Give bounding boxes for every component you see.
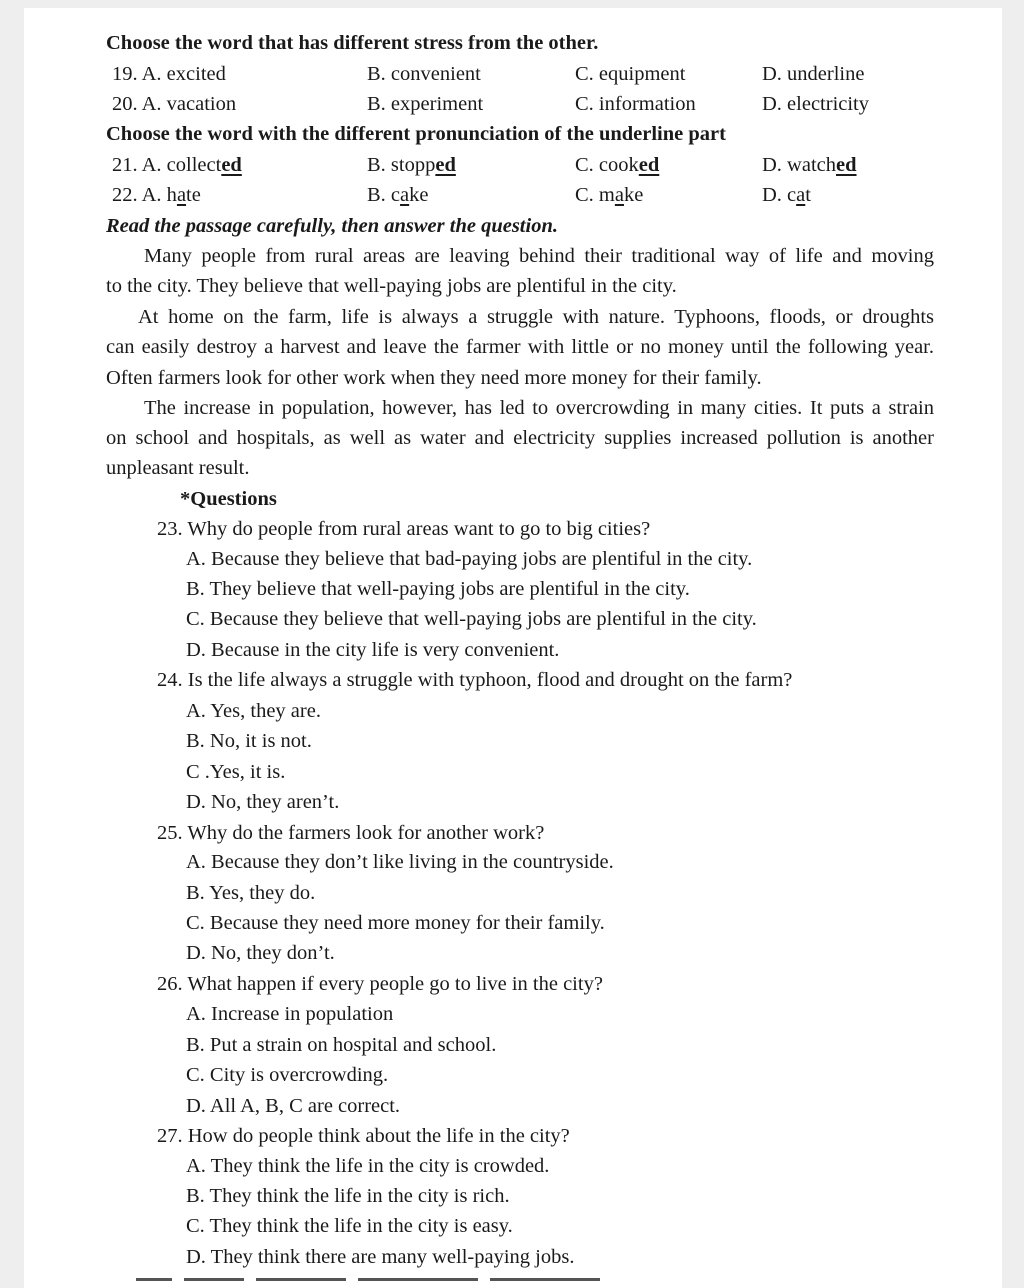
- question-24: 24. Is the life always a struggle with typhoon, flood and drought on the farm?: [157, 669, 793, 691]
- option-20d: D. electricity: [762, 93, 870, 115]
- underlined-part: ed: [221, 154, 242, 176]
- question-25: 25. Why do the farmers look for another work?: [157, 822, 545, 844]
- option-19d: D. underline: [762, 63, 865, 85]
- option-26d: D. All A, B, C are correct.: [186, 1095, 401, 1117]
- passage-line-3: At home on the farm, life is always a struggle with nature. Typhoons, floods, or droughts: [138, 306, 934, 328]
- option-21b: B. stopped: [367, 154, 456, 176]
- underlined-part: ed: [836, 154, 857, 176]
- passage-line-4: can easily destroy a harvest and leave the farmer with little or no money until the following year.: [106, 336, 934, 358]
- option-26a: A. Increase in population: [186, 1003, 394, 1025]
- underlined-part: a: [176, 184, 187, 206]
- underlined-part: ed: [435, 154, 456, 176]
- passage-line-2: to the city. They believe that well-paying jobs are plentiful in the city.: [106, 275, 677, 297]
- option-19c: C. equipment: [575, 63, 686, 85]
- option-25c: C. Because they need more money for their family.: [186, 912, 605, 934]
- underlined-part: a: [400, 184, 410, 206]
- option-22d: D. cat: [762, 184, 811, 206]
- option-25d: D. No, they don’t.: [186, 942, 335, 964]
- option-22a: 22. A. hate: [112, 184, 201, 206]
- option-26b: B. Put a strain on hospital and school.: [186, 1034, 497, 1056]
- option-20c: C. information: [575, 93, 696, 115]
- passage-line-1: Many people from rural areas are leaving behind their traditional way of life and moving: [144, 245, 934, 267]
- underlined-part: a: [614, 184, 624, 206]
- option-24a: A. Yes, they are.: [186, 700, 321, 722]
- passage-heading: Read the passage carefully, then answer the question.: [106, 215, 558, 237]
- option-27b: B. They think the life in the city is rich.: [186, 1185, 510, 1207]
- question-27: 27. How do people think about the life in the city?: [157, 1125, 570, 1147]
- passage-line-6: The increase in population, however, has led to overcrowding in many cities. It puts a strain: [144, 397, 934, 419]
- option-27c: C. They think the life in the city is easy.: [186, 1215, 513, 1237]
- option-22b: B. cake: [367, 184, 429, 206]
- option-23a: A. Because they believe that bad-paying jobs are plentiful in the city.: [186, 548, 753, 570]
- passage-line-7: on school and hospitals, as well as water and electricity supplies increased pollution is another: [106, 427, 934, 449]
- option-24c: C .Yes, it is.: [186, 761, 286, 783]
- option-21a: 21. A. collected: [112, 154, 242, 176]
- option-23c: C. Because they believe that well-paying jobs are plentiful in the city.: [186, 608, 757, 630]
- stress-section-heading: Choose the word that has different stress from the other.: [106, 32, 599, 54]
- worksheet-page: [24, 8, 1002, 1288]
- option-26c: C. City is overcrowding.: [186, 1064, 389, 1086]
- underlined-part: a: [796, 184, 806, 206]
- option-23d: D. Because in the city life is very convenient.: [186, 639, 560, 661]
- option-24d: D. No, they aren’t.: [186, 791, 340, 813]
- option-24b: B. No, it is not.: [186, 730, 312, 752]
- option-23b: B. They believe that well-paying jobs are plentiful in the city.: [186, 578, 690, 600]
- option-25b: B. Yes, they do.: [186, 882, 316, 904]
- option-27a: A. They think the life in the city is crowded.: [186, 1155, 550, 1177]
- option-20b: B. experiment: [367, 93, 484, 115]
- option-22c: C. make: [575, 184, 644, 206]
- option-19a: 19. A. excited: [112, 63, 226, 85]
- passage-line-8: unpleasant result.: [106, 457, 250, 479]
- option-25a: A. Because they don’t like living in the countryside.: [186, 851, 614, 873]
- option-27d: D. They think there are many well-paying jobs.: [186, 1246, 575, 1268]
- question-26: 26. What happen if every people go to live in the city?: [157, 973, 603, 995]
- underlined-part: ed: [638, 154, 660, 176]
- passage-line-5: Often farmers look for other work when they need more money for their family.: [106, 367, 762, 389]
- option-20a: 20. A. vacation: [112, 93, 237, 115]
- option-21d: D. watched: [762, 154, 857, 176]
- questions-heading: *Questions: [180, 488, 277, 510]
- question-23: 23. Why do people from rural areas want to go to big cities?: [157, 518, 651, 540]
- pronunciation-section-heading: Choose the word with the different pronunciation of the underline part: [106, 123, 726, 145]
- option-19b: B. convenient: [367, 63, 481, 85]
- option-21c: C. cooked: [575, 154, 660, 176]
